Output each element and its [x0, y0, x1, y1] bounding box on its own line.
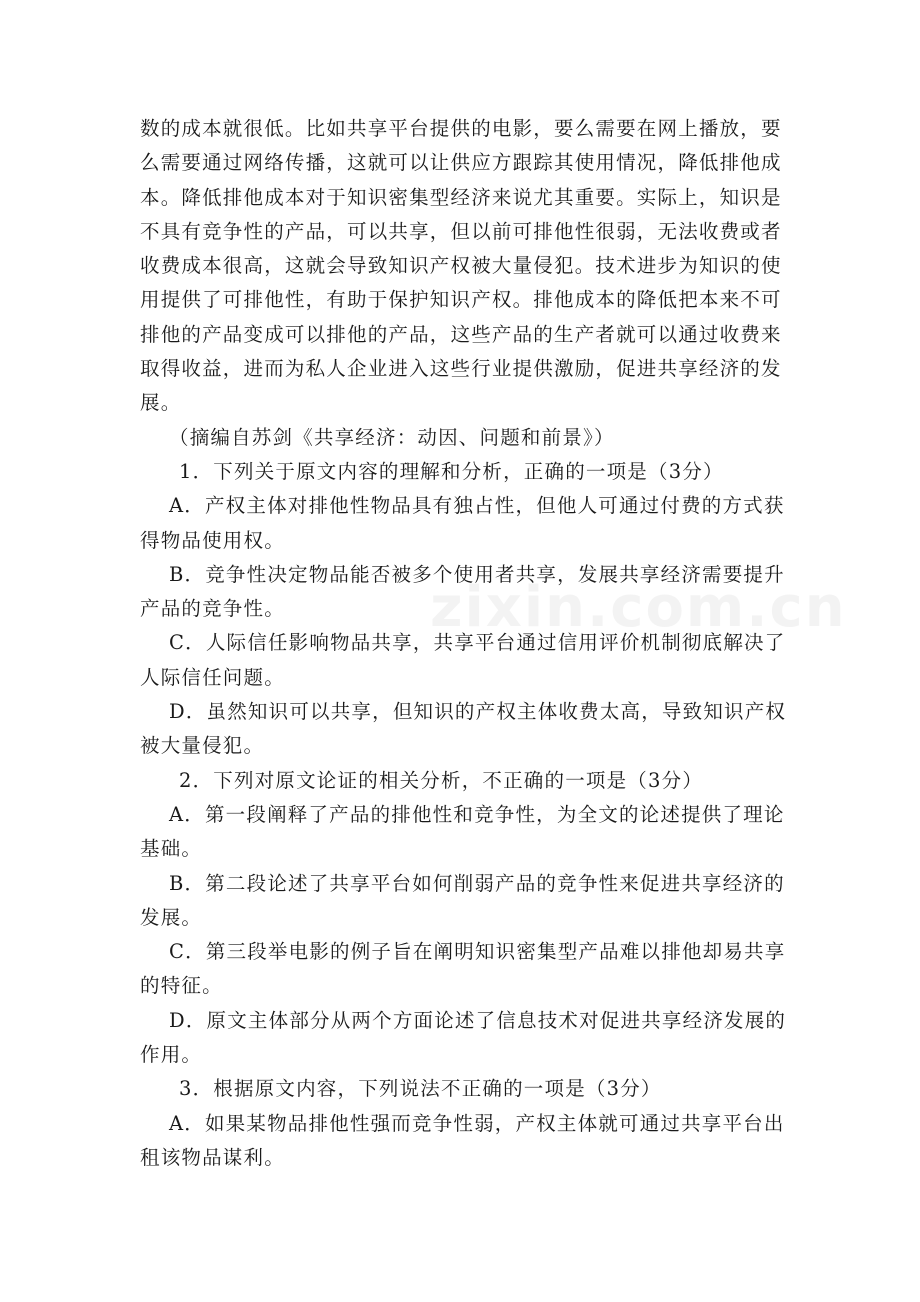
question-3-stem: 3．根据原文内容，下列说法不正确的一项是（3分）: [179, 1077, 662, 1101]
passage-paragraph: 数的成本就很低。比如共享平台提供的电影，要么需要在网上播放，要么需要通过网络传播，这就可以让供应方跟踪其使用情况，降低排他成本。降低排他成本对于知识密集型经济来说尤其重要。实际上，知识是不具有竞争性的产品，可以共享，但以前可排他性很弱，无法收费或者收费成本很高，这就会导致知识产权被大量侵犯。技术进步为知识的使用提供了可排他性，有助于保护知识产权。排他成本的降低把本来不可排他的产品变成可以排他的产品，这些产品的生产者就可以通过收费来取得收益，进而为私人企业进入这些行业提供激励，促进共享经济的发展。: [140, 117, 782, 415]
question-1-option-b: B．竞争性决定物品能否被多个使用者共享，发展共享经济需要提升产品的竞争性。: [140, 562, 785, 621]
question-2-option-b: B．第二段论述了共享平台如何削弱产品的竞争性来促进共享经济的发展。: [140, 871, 785, 929]
question-1-option-a: A．产权主体对排他性物品具有独占性，但他人可通过付费的方式获得物品使用权。: [140, 494, 785, 552]
question-2-option-a: A．第一段阐释了产品的排他性和竞争性，为全文的论述提供了理论基础。: [140, 802, 785, 861]
site-watermark: zixin.com.cn: [430, 575, 847, 640]
document-page: [140, 112, 790, 1175]
question-1-option-d: D．虽然知识可以共享，但知识的产权主体收费太高，导致知识产权被大量侵犯。: [140, 700, 787, 758]
question-2-option-c: C．第三段举电影的例子旨在阐明知识密集型产品难以排他却易共享的特征。: [140, 940, 786, 998]
question-3-option-a: A．如果某物品排他性强而竞争性弱，产权主体就可通过共享平台出租该物品谋利。: [140, 1111, 785, 1169]
question-2-stem: 2．下列对原文论证的相关分析，不正确的一项是（3分）: [179, 768, 704, 792]
question-1-stem: 1．下列关于原文内容的理解和分析，正确的一项是（3分）: [179, 459, 724, 483]
question-1-option-c: C．人际信任影响物品共享，共享平台通过信用评价机制彻底解决了人际信任问题。: [140, 631, 786, 689]
question-2-option-d: D．原文主体部分从两个方面论述了信息技术对促进共享经济发展的作用。: [140, 1008, 787, 1067]
source-citation: （摘编自苏剑《共享经济：动因、问题和前景》）: [169, 425, 615, 449]
